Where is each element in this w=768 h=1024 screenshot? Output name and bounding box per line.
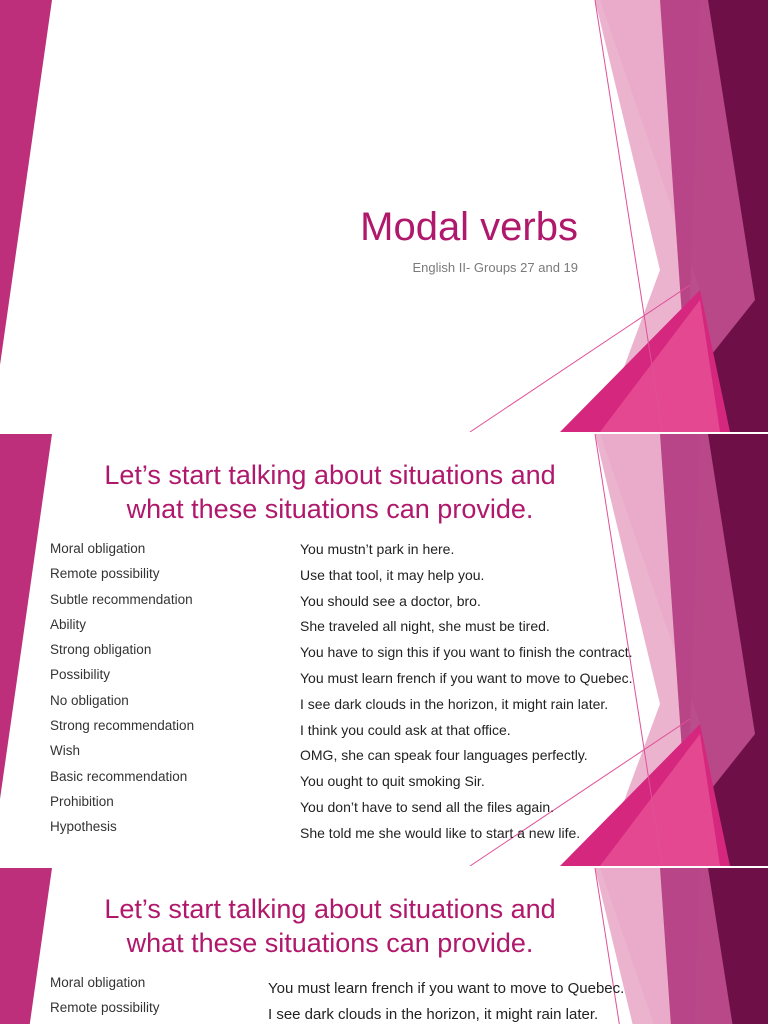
slide-title[interactable] xyxy=(0,0,768,432)
heading-line: what these situations can provide. xyxy=(126,928,534,958)
category-item: No obligation xyxy=(50,692,129,708)
example-item: You should see a doctor, bro. xyxy=(300,592,481,609)
example-item: I see dark clouds in the horizon, it might rain later. xyxy=(300,695,609,712)
example-item: She traveled all night, she must be tired. xyxy=(300,618,550,635)
category-item: Strong obligation xyxy=(50,642,152,658)
example-item: She told me she would like to start a new life. xyxy=(300,824,581,841)
category-item: Prohibition xyxy=(50,793,114,809)
heading-line: what these situations can provide. xyxy=(126,494,534,524)
category-item: Strong recommendation xyxy=(50,718,195,734)
example-item: You ought to quit smoking Sir. xyxy=(300,773,485,790)
category-item: Subtle recommendation xyxy=(50,591,193,607)
example-item: OMG, she can speak four languages perfectly. xyxy=(300,747,588,764)
category-item: Hypothesis xyxy=(50,819,117,835)
slide-heading xyxy=(60,458,600,526)
slide-heading xyxy=(60,892,600,960)
category-list xyxy=(50,974,160,1024)
category-item: Remote possibility xyxy=(50,1000,160,1016)
example-item: Use that tool, it may help you. xyxy=(300,566,485,583)
heading-line: Let’s start talking about situations and xyxy=(104,894,556,924)
example-item: You mustn’t park in here. xyxy=(300,541,455,557)
category-item: Ability xyxy=(50,616,87,632)
category-list xyxy=(50,540,194,844)
example-item: You don’t have to send all the files again. xyxy=(300,798,555,815)
example-list xyxy=(268,980,624,1024)
category-item: Wish xyxy=(50,743,80,759)
example-item: I think you could ask at that office. xyxy=(300,721,511,738)
category-item: Possibility xyxy=(50,667,111,683)
example-item: You have to sign this if you want to finish the contract. xyxy=(300,644,633,661)
category-item: Moral obligation xyxy=(50,541,146,556)
category-item: Remote possibility xyxy=(50,566,160,582)
category-item: Basic recommendation xyxy=(50,768,188,784)
example-list xyxy=(300,540,633,850)
slide-situations-continued[interactable] xyxy=(0,868,768,1024)
example-item: You must learn french if you want to move to Quebec. xyxy=(268,980,625,997)
slide-situations[interactable] xyxy=(0,434,768,866)
presentation-title: Modal verbs xyxy=(360,205,578,249)
category-item: Moral obligation xyxy=(50,975,146,990)
example-item: You must learn french if you want to move to Quebec. xyxy=(300,669,633,686)
heading-line: Let’s start talking about situations and xyxy=(104,460,556,490)
presentation-subtitle: English II- Groups 27 and 19 xyxy=(412,260,578,275)
example-item: I see dark clouds in the horizon, it might rain later. xyxy=(268,1006,599,1023)
